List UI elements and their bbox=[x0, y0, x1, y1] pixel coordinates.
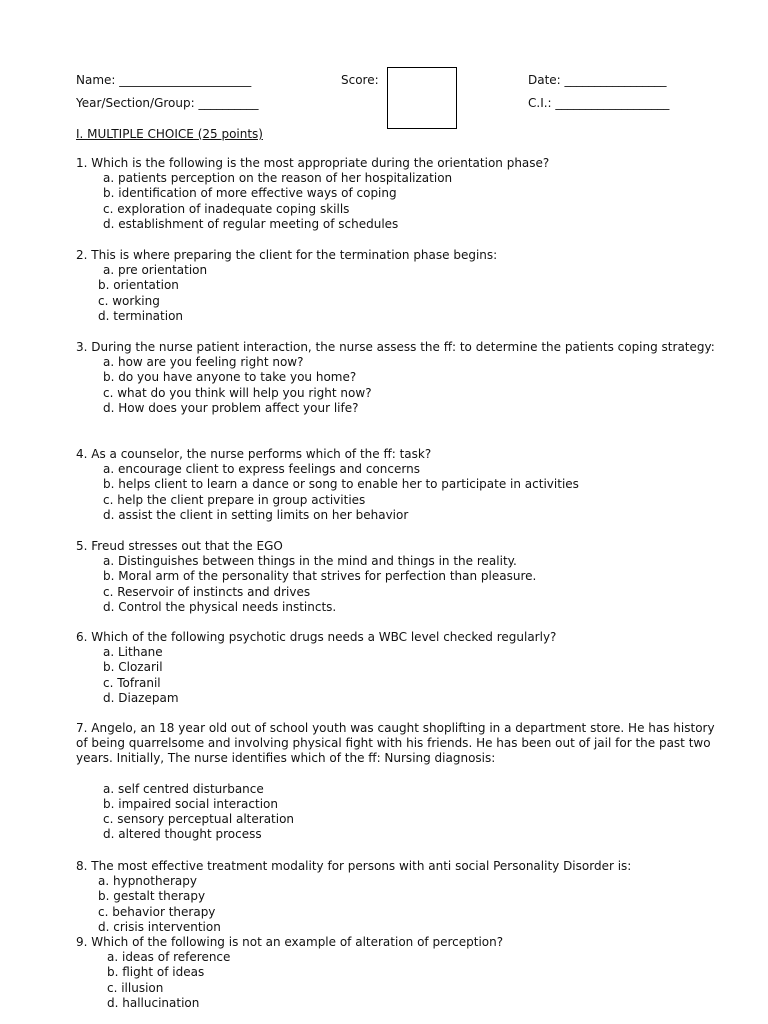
question-stem: 5. Freud stresses out that the EGO bbox=[76, 539, 283, 553]
question-1 bbox=[76, 156, 716, 232]
option-c: c. illusion bbox=[107, 980, 164, 995]
option-a: a. Lithane bbox=[103, 645, 163, 660]
option-d: d. Control the physical needs instincts. bbox=[103, 599, 337, 614]
section-title: I. MULTIPLE CHOICE (25 points) bbox=[76, 127, 263, 141]
year-section-group-label: Year/Section/Group: __________ bbox=[76, 96, 259, 110]
option-a: a. self centred disturbance bbox=[103, 781, 264, 796]
option-c: c. exploration of inadequate coping skills bbox=[103, 201, 350, 216]
date-field-label: Date: _________________ bbox=[528, 73, 667, 87]
option-c: c. what do you think will help you right now? bbox=[103, 385, 372, 400]
name-field-label: Name: ______________________ bbox=[76, 73, 252, 87]
option-d: d. Diazepam bbox=[103, 690, 179, 705]
option-d: d. termination bbox=[98, 308, 184, 323]
question-2 bbox=[76, 248, 716, 324]
question-7 bbox=[76, 721, 716, 842]
score-box bbox=[387, 67, 457, 129]
question-5 bbox=[76, 539, 716, 615]
option-c: c. Tofranil bbox=[103, 675, 161, 690]
option-c: c. help the client prepare in group activities bbox=[103, 492, 366, 507]
option-d: d. crisis intervention bbox=[98, 919, 221, 934]
score-label: Score: bbox=[341, 73, 379, 87]
question-4 bbox=[76, 447, 716, 523]
question-stem: 1. Which is the following is the most appropriate during the orientation phase? bbox=[76, 156, 550, 170]
option-b: b. Clozaril bbox=[103, 660, 163, 675]
option-b: b. do you have anyone to take you home? bbox=[103, 370, 357, 385]
option-a: a. ideas of reference bbox=[107, 950, 231, 965]
option-a: a. pre orientation bbox=[103, 263, 208, 278]
option-d: d. assist the client in setting limits on her behavior bbox=[103, 507, 409, 522]
question-stem: 2. This is where preparing the client for the termination phase begins: bbox=[76, 248, 498, 262]
question-stem: 6. Which of the following psychotic drugs needs a WBC level checked regularly? bbox=[76, 630, 557, 644]
option-a: a. hypnotherapy bbox=[98, 874, 197, 889]
question-stem: 9. Which of the following is not an example of alteration of perception? bbox=[76, 935, 504, 949]
option-b: b. impaired social interaction bbox=[103, 796, 278, 811]
option-b: b. Moral arm of the personality that strives for perfection than pleasure. bbox=[103, 569, 537, 584]
question-8 bbox=[76, 859, 716, 935]
option-c: c. working bbox=[98, 293, 160, 308]
option-a: a. Distinguishes between things in the mind and things in the reality. bbox=[103, 554, 517, 569]
option-b: b. orientation bbox=[98, 278, 179, 293]
option-a: a. patients perception on the reason of her hospitalization bbox=[103, 171, 453, 186]
option-d: d. altered thought process bbox=[103, 827, 262, 842]
ci-field-label: C.I.: ___________________ bbox=[528, 96, 670, 110]
question-6 bbox=[76, 630, 716, 706]
option-a: a. how are you feeling right now? bbox=[103, 355, 304, 370]
question-stem: 8. The most effective treatment modality for persons with anti social Personality Disorder is: bbox=[76, 859, 632, 873]
option-c: c. Reservoir of instincts and drives bbox=[103, 584, 311, 599]
option-c: c. sensory perceptual alteration bbox=[103, 812, 295, 827]
option-b: b. gestalt therapy bbox=[98, 889, 206, 904]
option-a: a. encourage client to express feelings and concerns bbox=[103, 462, 420, 477]
question-stem: 4. As a counselor, the nurse performs which of the ff: task? bbox=[76, 447, 432, 461]
option-d: d. How does your problem affect your life? bbox=[103, 400, 359, 415]
option-c: c. behavior therapy bbox=[98, 904, 216, 919]
question-3 bbox=[76, 340, 716, 416]
question-stem: 3. During the nurse patient interaction, the nurse assess the ff: to determine the patients coping strategy: bbox=[76, 340, 715, 354]
option-b: b. helps client to learn a dance or song to enable her to participate in activities bbox=[103, 477, 579, 492]
option-d: d. establishment of regular meeting of schedules bbox=[103, 216, 399, 231]
option-d: d. hallucination bbox=[107, 995, 200, 1010]
question-stem: 7. Angelo, an 18 year old out of school youth was caught shoplifting in a department store. He has history of being quarrelsome and involving physical fight with his friends. He has been out of jail for the past two years. Initially, The nurse identifies which of the ff: Nursing diagnosis: bbox=[76, 721, 715, 766]
question-9 bbox=[76, 935, 716, 1011]
option-b: b. identification of more effective ways of coping bbox=[103, 186, 397, 201]
option-b: b. flight of ideas bbox=[107, 965, 205, 980]
